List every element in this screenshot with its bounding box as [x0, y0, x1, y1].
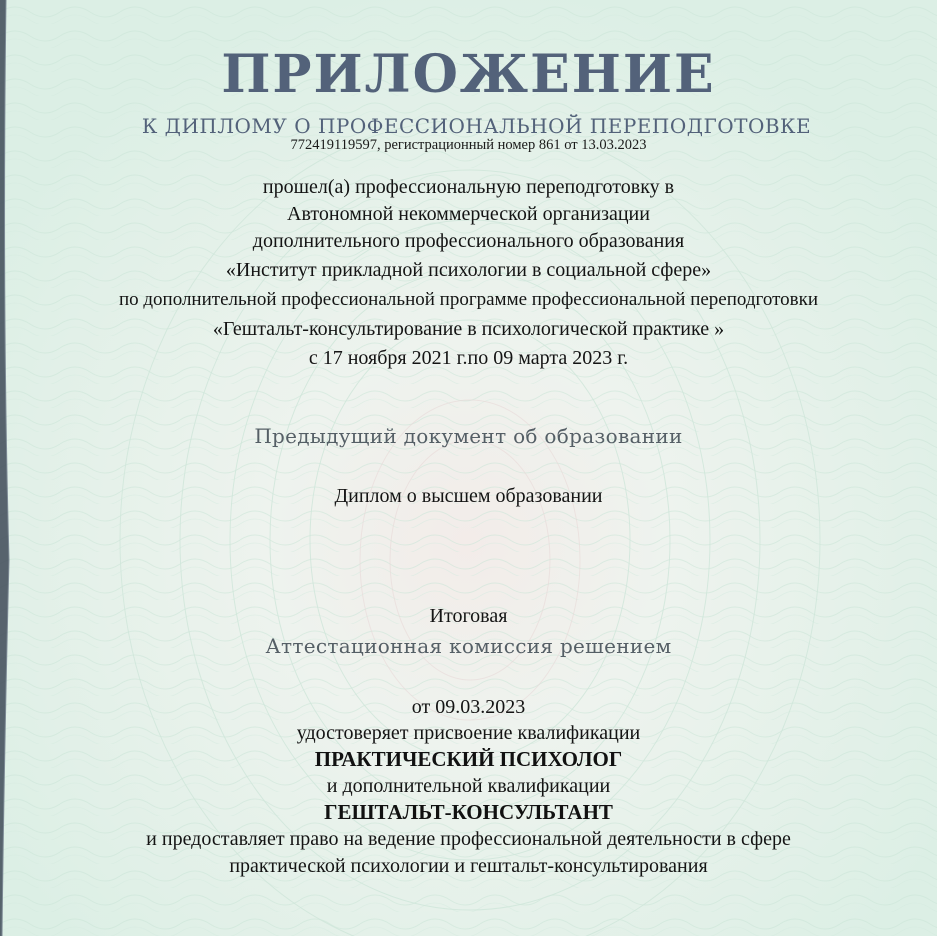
training-line-1: прошел(а) профессиональную переподготовку в [262, 176, 675, 198]
decision-date: от 09.03.2023 [411, 696, 526, 718]
program-name: «Гештальт-консультирование в психологической практике » [212, 318, 725, 340]
training-period: с 17 ноября 2021 г.по 09 марта 2023 г. [308, 347, 629, 369]
training-line-2: Автономной некоммерческой организации [287, 203, 650, 225]
training-line-3: дополнительного профессионального образования [252, 230, 685, 252]
document-title: ПРИЛОЖЕНИЕ [221, 44, 716, 105]
program-type: по дополнительной профессиональной программе профессиональной переподготовки [118, 289, 819, 310]
document-subtitle: К ДИПЛОМУ О ПРОФЕССИОНАЛЬНОЙ ПЕРЕПОДГОТОВКЕ [141, 114, 812, 138]
certifies-text: удостоверяет присвоение квалификации [296, 722, 641, 744]
rights-line-1: и предоставляет право на ведение профессиональной деятельности в сфере [146, 828, 791, 850]
rights-line-2: практической психологии и гештальт-консультирования [229, 855, 708, 877]
registration-number: 772419119597, регистрационный номер 861 от 13.03.2023 [290, 137, 647, 153]
commission-line-1: Итоговая [429, 605, 508, 627]
commission-line-2: Аттестационная комиссия решением [265, 634, 672, 658]
additional-qualification-label: и дополнительной квалификации [326, 775, 611, 797]
qualification-title: ПРАКТИЧЕСКИЙ ПСИХОЛОГ [314, 747, 623, 771]
additional-qualification-title: ГЕШТАЛЬТ-КОНСУЛЬТАНТ [324, 800, 613, 824]
previous-document-value: Диплом о высшем образовании [334, 485, 603, 507]
previous-document-label: Предыдущий документ об образовании [254, 424, 683, 448]
institution-name: «Институт прикладной психологии в социальной сфере» [225, 259, 712, 281]
